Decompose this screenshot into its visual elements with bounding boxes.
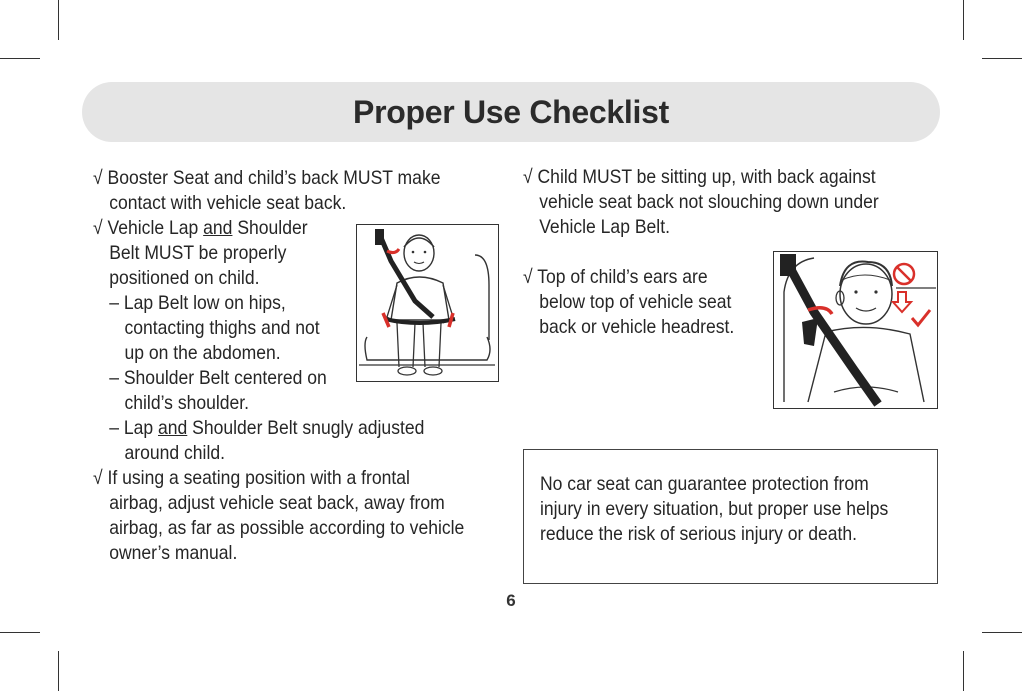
safety-notice-box xyxy=(523,449,938,584)
item-text-underlined: and xyxy=(157,417,188,439)
check-mark-icon: √ xyxy=(523,166,533,188)
item-text: positioned on child. xyxy=(109,267,260,289)
page-title: Proper Use Checklist xyxy=(353,93,669,130)
crop-mark-right-bottom xyxy=(982,632,1022,633)
sub-item-shoulder-belt: – Shoulder Belt centered on xyxy=(109,367,327,389)
crop-mark-bottom-right xyxy=(963,651,964,691)
item-text: airbag, adjust vehicle seat back, away from xyxy=(109,492,445,514)
checklist-item-airbag xyxy=(93,466,464,566)
item-text: below top of vehicle seat xyxy=(539,291,732,313)
item-text: airbag, as far as possible according to vehicle xyxy=(109,517,465,539)
title-bar xyxy=(82,82,940,142)
notice-line: reduce the risk of serious injury or death. xyxy=(540,523,858,545)
item-text: Shoulder Belt snugly adjusted xyxy=(187,417,425,439)
notice-line: injury in every situation, but proper use helps xyxy=(540,498,889,520)
crop-mark-top-left xyxy=(58,0,59,40)
illustration-child-headrest xyxy=(773,251,938,409)
check-mark-icon: √ xyxy=(523,266,533,288)
checklist-item-ear-height xyxy=(523,265,734,340)
crop-mark-top-right xyxy=(963,0,964,40)
page-number: 6 xyxy=(506,591,516,610)
check-mark-icon: √ xyxy=(93,167,103,189)
safety-notice-text xyxy=(540,472,888,547)
item-text: If using a seating position with a frontal xyxy=(107,467,410,489)
item-text: Shoulder xyxy=(232,217,308,239)
item-text: back or vehicle headrest. xyxy=(539,316,735,338)
item-text: Vehicle Lap Belt. xyxy=(539,216,670,238)
crop-mark-left-top xyxy=(0,58,40,59)
item-text-underlined: and xyxy=(203,217,233,239)
item-text: vehicle seat back not slouching down under xyxy=(539,191,879,213)
item-text: up on the abdomen. xyxy=(124,342,281,364)
item-text: Top of child’s ears are xyxy=(537,266,708,288)
item-text: contacting thighs and not xyxy=(124,317,320,339)
item-text: Vehicle Lap xyxy=(107,217,204,239)
sub-item-snug xyxy=(93,416,424,441)
notice-line: No car seat can guarantee protection from xyxy=(540,473,869,495)
crop-mark-bottom-left xyxy=(58,651,59,691)
illustration-child-seated-belt xyxy=(356,224,499,382)
check-mark-icon: √ xyxy=(93,217,103,239)
item-text: contact with vehicle seat back. xyxy=(109,192,347,214)
item-text: Belt MUST be properly xyxy=(109,242,287,264)
item-text: Booster Seat and child’s back MUST make xyxy=(107,167,441,189)
crop-mark-left-bottom xyxy=(0,632,40,633)
item-text: owner’s manual. xyxy=(109,542,238,564)
item-text: around child. xyxy=(124,442,226,464)
crop-mark-right-top xyxy=(982,58,1022,59)
sub-item-lap-belt: – Lap Belt low on hips, xyxy=(109,292,286,314)
checklist-item-sitting-up xyxy=(523,165,879,240)
item-text: – Lap xyxy=(109,417,158,439)
checklist-item-seat-back-contact xyxy=(93,166,440,216)
item-text: child’s shoulder. xyxy=(124,392,250,414)
check-mark-icon: √ xyxy=(93,467,103,489)
item-text: Child MUST be sitting up, with back against xyxy=(537,166,876,188)
